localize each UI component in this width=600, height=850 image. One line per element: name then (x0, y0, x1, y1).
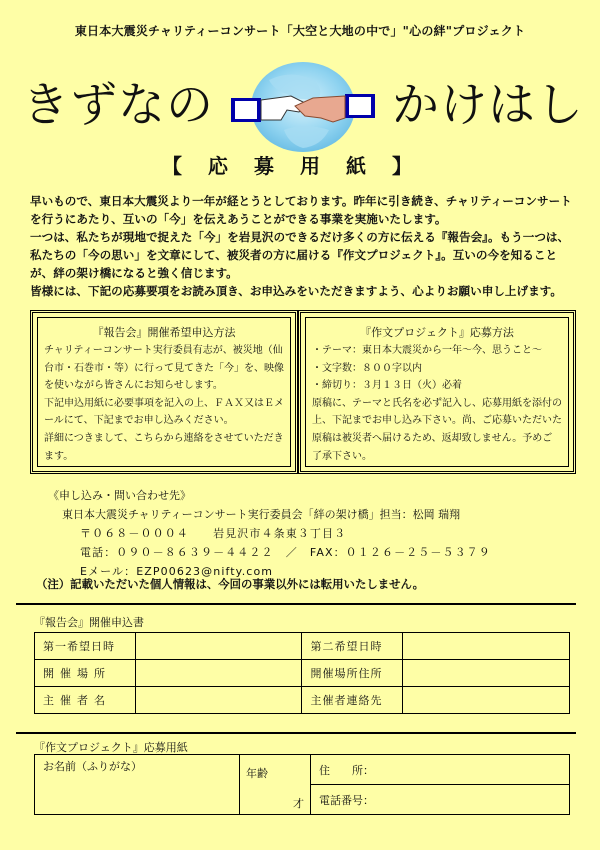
contact-email: Eメール：EZP00623@nifty.com (80, 565, 274, 578)
second-choice-date-label: 第二希望日時 (302, 633, 403, 660)
first-choice-date-label: 第一希望日時 (35, 633, 136, 660)
first-choice-date-field[interactable] (135, 633, 302, 660)
project-header: 東日本大震災チャリティーコンサート「大空と大地の中で」"心の絆"プロジェクト (74, 24, 526, 38)
intro-paragraph: 早いもので、東日本大震災より一年が経とうとしております。昨年に引き続き、チャリティーコンサートを行うにあたり、互いの「今」を伝えあうことができる事業を実施いたします。 (30, 194, 572, 226)
privacy-note: （注）記載いただいた個人情報は、今回の事業以外には転用いたしません。 (36, 577, 424, 591)
age-unit: 才 (293, 797, 304, 810)
contact-address: 〒０６８－０００４ 岩見沢市４条東３丁目３ (80, 527, 347, 540)
essay-box-item: ・文字数：８００字以内 (312, 362, 422, 374)
essay-box-title: 『作文プロジェクト』応募方法 (360, 326, 514, 339)
section-divider (16, 732, 576, 734)
contact-heading: 《申し込み・問い合わせ先》 (48, 489, 191, 502)
essay-form-title: 『作文プロジェクト』応募用紙 (34, 741, 188, 754)
venue-address-label: 開催場所住所 (302, 660, 403, 687)
contact-info (48, 486, 491, 581)
age-field[interactable] (240, 755, 311, 815)
venue-field[interactable] (135, 660, 302, 687)
essay-box-text: 原稿に、テーマと氏名を必ず記入し、応募用紙を添付の上、下記までお申し込み下さい。尚、ご応募いただいた原稿は被災者へ届けるため、返却致しません。予めご了承下さい。 (312, 397, 562, 462)
second-choice-date-field[interactable] (403, 633, 570, 660)
table-row (35, 660, 570, 687)
section-divider (16, 603, 576, 605)
essay-box-item: ・テーマ：東日本大震災から一年～今、思うこと～ (312, 345, 542, 356)
phone-label: 電話番号： (319, 793, 374, 807)
organizer-name-label: 主催者名 (35, 687, 136, 714)
essay-application-table (34, 754, 570, 815)
intro-paragraph: 皆様には、下記の応募要項をお読み頂き、お申込みをいただきますよう、心よりお願い申し上げます。 (30, 284, 562, 298)
name-label: お名前（ふりがな） (43, 760, 142, 773)
venue-label: 開催場所 (35, 660, 136, 687)
address-label: 住 所： (319, 763, 374, 777)
main-title-left: きずなの (22, 78, 214, 133)
intro-text (30, 192, 578, 300)
handshake-globe-logo (229, 60, 377, 156)
essay-box-item: ・締切り：３月１３日（火）必着 (312, 380, 462, 392)
report-box-text: 下記申込用紙に必要事項を記入の上、ＦＡＸ又はＥメールにて、下記までお申し込みください。 (44, 397, 284, 427)
venue-address-field[interactable] (403, 660, 570, 687)
contact-organization: 東日本大震災チャリティーコンサート実行委員会「絆の架け橋」担当：松岡 瑞翔 (62, 508, 461, 521)
organizer-contact-label: 主催者連絡先 (302, 687, 403, 714)
table-row (35, 687, 570, 714)
main-title-right: かけはし (392, 78, 584, 133)
form-heading: 【応募用紙】 (162, 154, 438, 178)
report-info-box (30, 310, 298, 474)
table-row (35, 633, 570, 660)
report-box-title: 『報告会』開催希望申込方法 (92, 326, 236, 339)
organizer-contact-field[interactable] (403, 687, 570, 714)
intro-paragraph: 一つは、私たちが現地で捉えた「今」を岩見沢のできるだけ多くの方に伝える『報告会』。もう一つは、私たちの「今の思い」を文章にして、被災者の方に届ける『作文プロジェクト』。互いの今を知ることが、絆の架け橋になると強く信じます。 (30, 230, 570, 280)
address-field[interactable] (311, 755, 570, 785)
table-row (35, 755, 570, 785)
report-box-text: チャリティーコンサート実行委員有志が、被災地（仙台市・石巻市・等）に行って見てきた「今」を、映像を使いながら皆さんにお知らせします。 (44, 345, 284, 392)
contact-phone-fax: 電話：０９０－８６３９－４４２２ ／ FAX：０１２６－２５－５３７９ (80, 546, 491, 559)
organizer-name-field[interactable] (135, 687, 302, 714)
report-form-title: 『報告会』開催申込書 (34, 616, 144, 629)
essay-info-box (298, 310, 576, 474)
age-label: 年齢 (246, 767, 268, 780)
report-application-table (34, 632, 570, 714)
phone-field[interactable] (311, 785, 570, 815)
name-field[interactable] (35, 755, 240, 815)
report-box-text: 詳細につきまして、こちらから連絡をさせていただきます。 (44, 432, 284, 462)
